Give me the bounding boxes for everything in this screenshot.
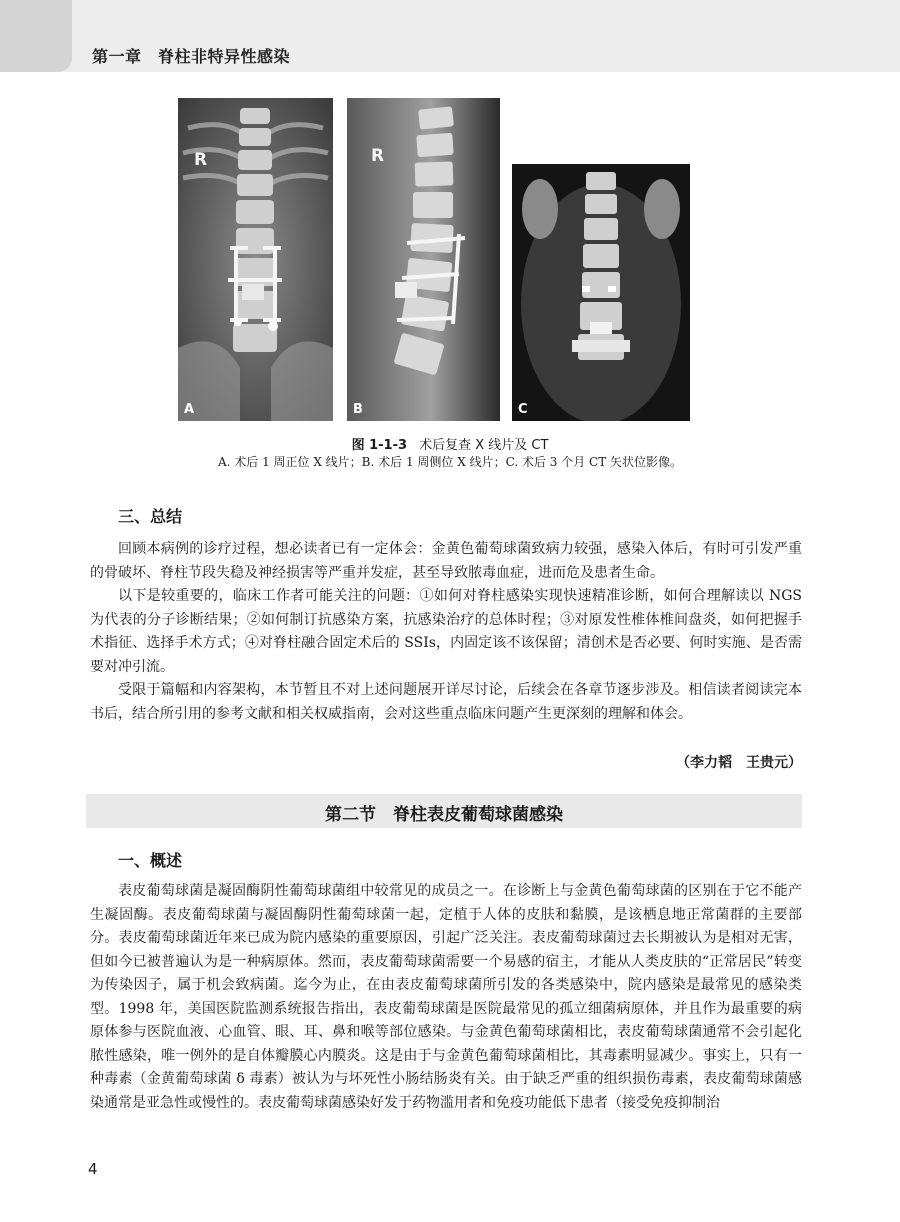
- chapter-title: 第一章 脊柱非特异性感染: [92, 47, 291, 66]
- summary-heading: 三、总结: [118, 507, 183, 526]
- section-banner: [86, 794, 802, 828]
- overview-heading: 一、概述: [118, 851, 183, 870]
- summary-paragraph-2: 以下是较重要的，临床工作者可能关注的问题：①如何对脊柱感染实现快速精准诊断，如何合理解读以 NGS 为代表的分子诊断结果；②如何制订抗感染方案，抗感染治疗的总体时程；③对原发性椎体椎间盘炎，如何把握手术指征、选择手术方式；④对脊柱融合固定术后的 SSIs，内固定该不该保留；清创术是否必要、何时实施、是否需要对冲引流。: [90, 588, 802, 675]
- summary-paragraph-3: 受限于篇幅和内容架构，本节暂且不对上述问题展开详尽讨论，后续会在各章节逐步涉及。相信读者阅读完本书后，结合所引用的参考文献和相关权威指南，会对这些重点临床问题产生更深刻的理解和体会。: [90, 682, 802, 722]
- xray-lateral-image: [347, 98, 500, 421]
- header-tab-decoration: [0, 0, 72, 72]
- panel-label-b: B: [353, 402, 363, 417]
- side-marker-r: R: [371, 146, 385, 166]
- xray-ap-panel: [178, 98, 333, 421]
- xray-lateral-panel: [347, 98, 500, 421]
- ct-sagittal-panel: [512, 164, 690, 421]
- section-title: 第二节 脊柱表皮葡萄球菌感染: [325, 805, 563, 825]
- summary-paragraph-1: 回顾本病例的诊疗过程，想必读者已有一定体会：金黄色葡萄球菌致病力较强，感染入体后，有时可引发严重的骨破坏、脊柱节段失稳及神经损害等严重并发症，甚至导致脓毒血症，进而危及患者生命。: [90, 541, 802, 581]
- figure-caption-title: [0, 434, 900, 453]
- panel-label-a: A: [184, 402, 195, 417]
- overview-paragraph: 表皮葡萄球菌是凝固酶阴性葡萄球菌组中较常见的成员之一。在诊断上与金黄色葡萄球菌的区别在于它不能产生凝固酶。表皮葡萄球菌与凝固酶阴性葡萄球菌一起，定植于人体的皮肤和黏膜，是该栖息地正常菌群的主要部分。表皮葡萄球菌近年来已成为院内感染的重要原因，引起广泛关注。表皮葡萄球菌过去长期被认为是相对无害，但如今已被普遍认为是一种病原体。然而，表皮葡萄球菌需要一个易感的宿主，才能从人类皮肤的“正常居民”转变为传染因子，属于机会致病菌。迄今为止，在由表皮葡萄球菌所引发的各类感染中，院内感染是最常见的感染类型。1998 年，美国医院监测系统报告指出，表皮葡萄球菌是医院最常见的孤立细菌病原体，并且作为最重要的病原体参与医院血液、心血管、眼、耳、鼻和喉等部位感染。与金黄色葡萄球菌相比，表皮葡萄球菌通常不会引起化脓性感染，唯一例外的是自体瓣膜心内膜炎。这是由于与金黄色葡萄球菌相比，其毒素明显减少。事实上，只有一种毒素（金黄葡萄球菌 δ 毒素）被认为与坏死性小肠结肠炎有关。由于缺乏严重的组织损伤毒素，表皮葡萄球菌感染通常是亚急性或慢性的。表皮葡萄球菌感染好发于药物滥用者和免疫功能低下患者（接受免疫抑制治: [90, 883, 802, 1111]
- author-credit: （李力韬 王贵元）: [676, 755, 802, 771]
- figure-number: 图 1-1-3: [351, 438, 408, 453]
- figure-caption-text: A. 术后 1 周正位 X 线片；B. 术后 1 周侧位 X 线片；C. 术后 3 个月 CT 矢状位影像。: [217, 455, 683, 469]
- ct-sagittal-image: [512, 164, 690, 421]
- side-marker-r: R: [194, 150, 208, 170]
- running-header: [0, 0, 900, 72]
- page-number: 4: [88, 1160, 98, 1178]
- xray-ap-image: [178, 98, 333, 421]
- panel-label-c: C: [518, 402, 528, 417]
- figure-title: 术后复查 X 线片及 CT: [419, 438, 549, 453]
